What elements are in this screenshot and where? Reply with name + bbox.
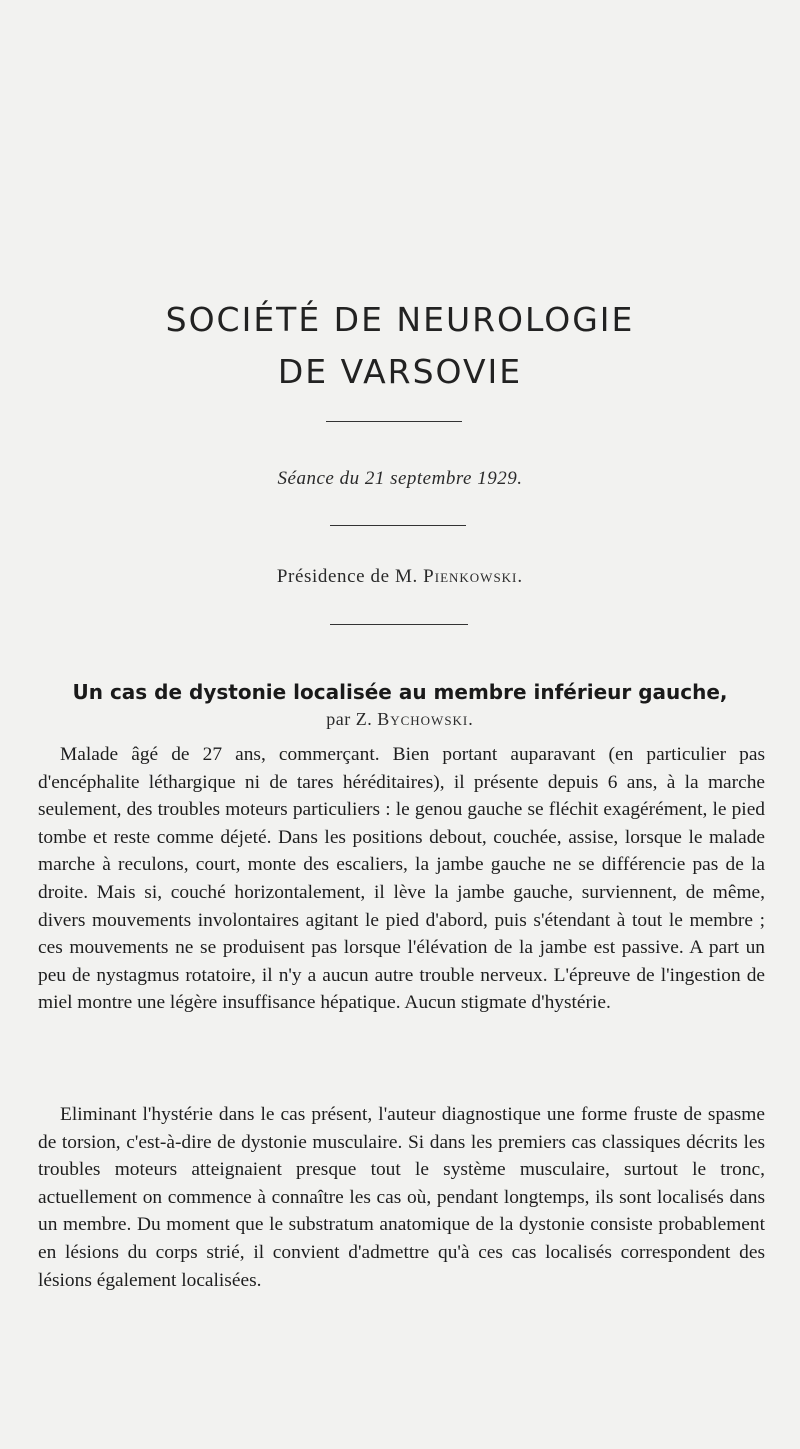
- author-name: Bychowski.: [377, 709, 474, 729]
- article-paragraph: Malade âgé de 27 ans, commerçant. Bien portant auparavant (en particulier pas d'encéphalite léthargique ni de tares héréditaires), il présente depuis 6 ans, à la marche seulement, des troubles moteurs particuliers : le genou gauche se fléchit exagérément, le pied tombe et reste comme déjeté. Dans les positions debout, couchée, assise, lorsque le malade marche à reculons, court, monte des escaliers, la jambe gauche ne se différencie pas de la droite. Mais si, couché horizontalement, il lève la jambe gauche, surviennent, de même, divers mouvements involontaires agitant le pied d'abord, puis s'étendant à tout le membre ; ces mouvements ne se produisent pas lorsque l'élévation de la jambe est passive. A part un peu de nystagmus rotatoire, il n'y a aucun autre trouble nerveux. L'épreuve de l'ingestion de miel montre une légère insuffisance hépatique. Aucun stigmate d'hystérie.: [38, 744, 765, 1014]
- divider-rule: [330, 525, 466, 526]
- presidency-prefix: Présidence de M.: [276, 566, 424, 587]
- session-presidency: [0, 566, 800, 588]
- society-title-line-2: DE VARSOVIE: [277, 352, 523, 391]
- president-name: Pienkowski.: [423, 566, 524, 587]
- divider-rule: [326, 421, 462, 422]
- article-byline: [0, 709, 800, 730]
- society-title-line-1: SOCIÉTÉ DE NEUROLOGIE: [165, 300, 635, 339]
- article-paragraph: Eliminant l'hystérie dans le cas présent, l'auteur diagnostique une forme fruste de spasme de torsion, c'est-à-dire de dystonie musculaire. Si dans les premiers cas classiques décrits les troubles moteurs atteignaient presque tout le système musculaire, surtout le tronc, actuellement on commence à connaître les cas où, pendant longtemps, ils sont localisés dans un membre. Du moment que le substratum anatomique de la dystonie consiste probablement en lésions du corps strié, il convient d'admettre qu'à ces cas localisés correspondent des lésions également localisées.: [38, 1104, 765, 1291]
- article-title: Un cas de dystonie localisée au membre inférieur gauche,: [72, 680, 728, 704]
- session-date: Séance du 21 septembre 1929.: [277, 468, 523, 489]
- divider-rule: [330, 624, 468, 625]
- byline-prefix: par Z.: [326, 709, 378, 729]
